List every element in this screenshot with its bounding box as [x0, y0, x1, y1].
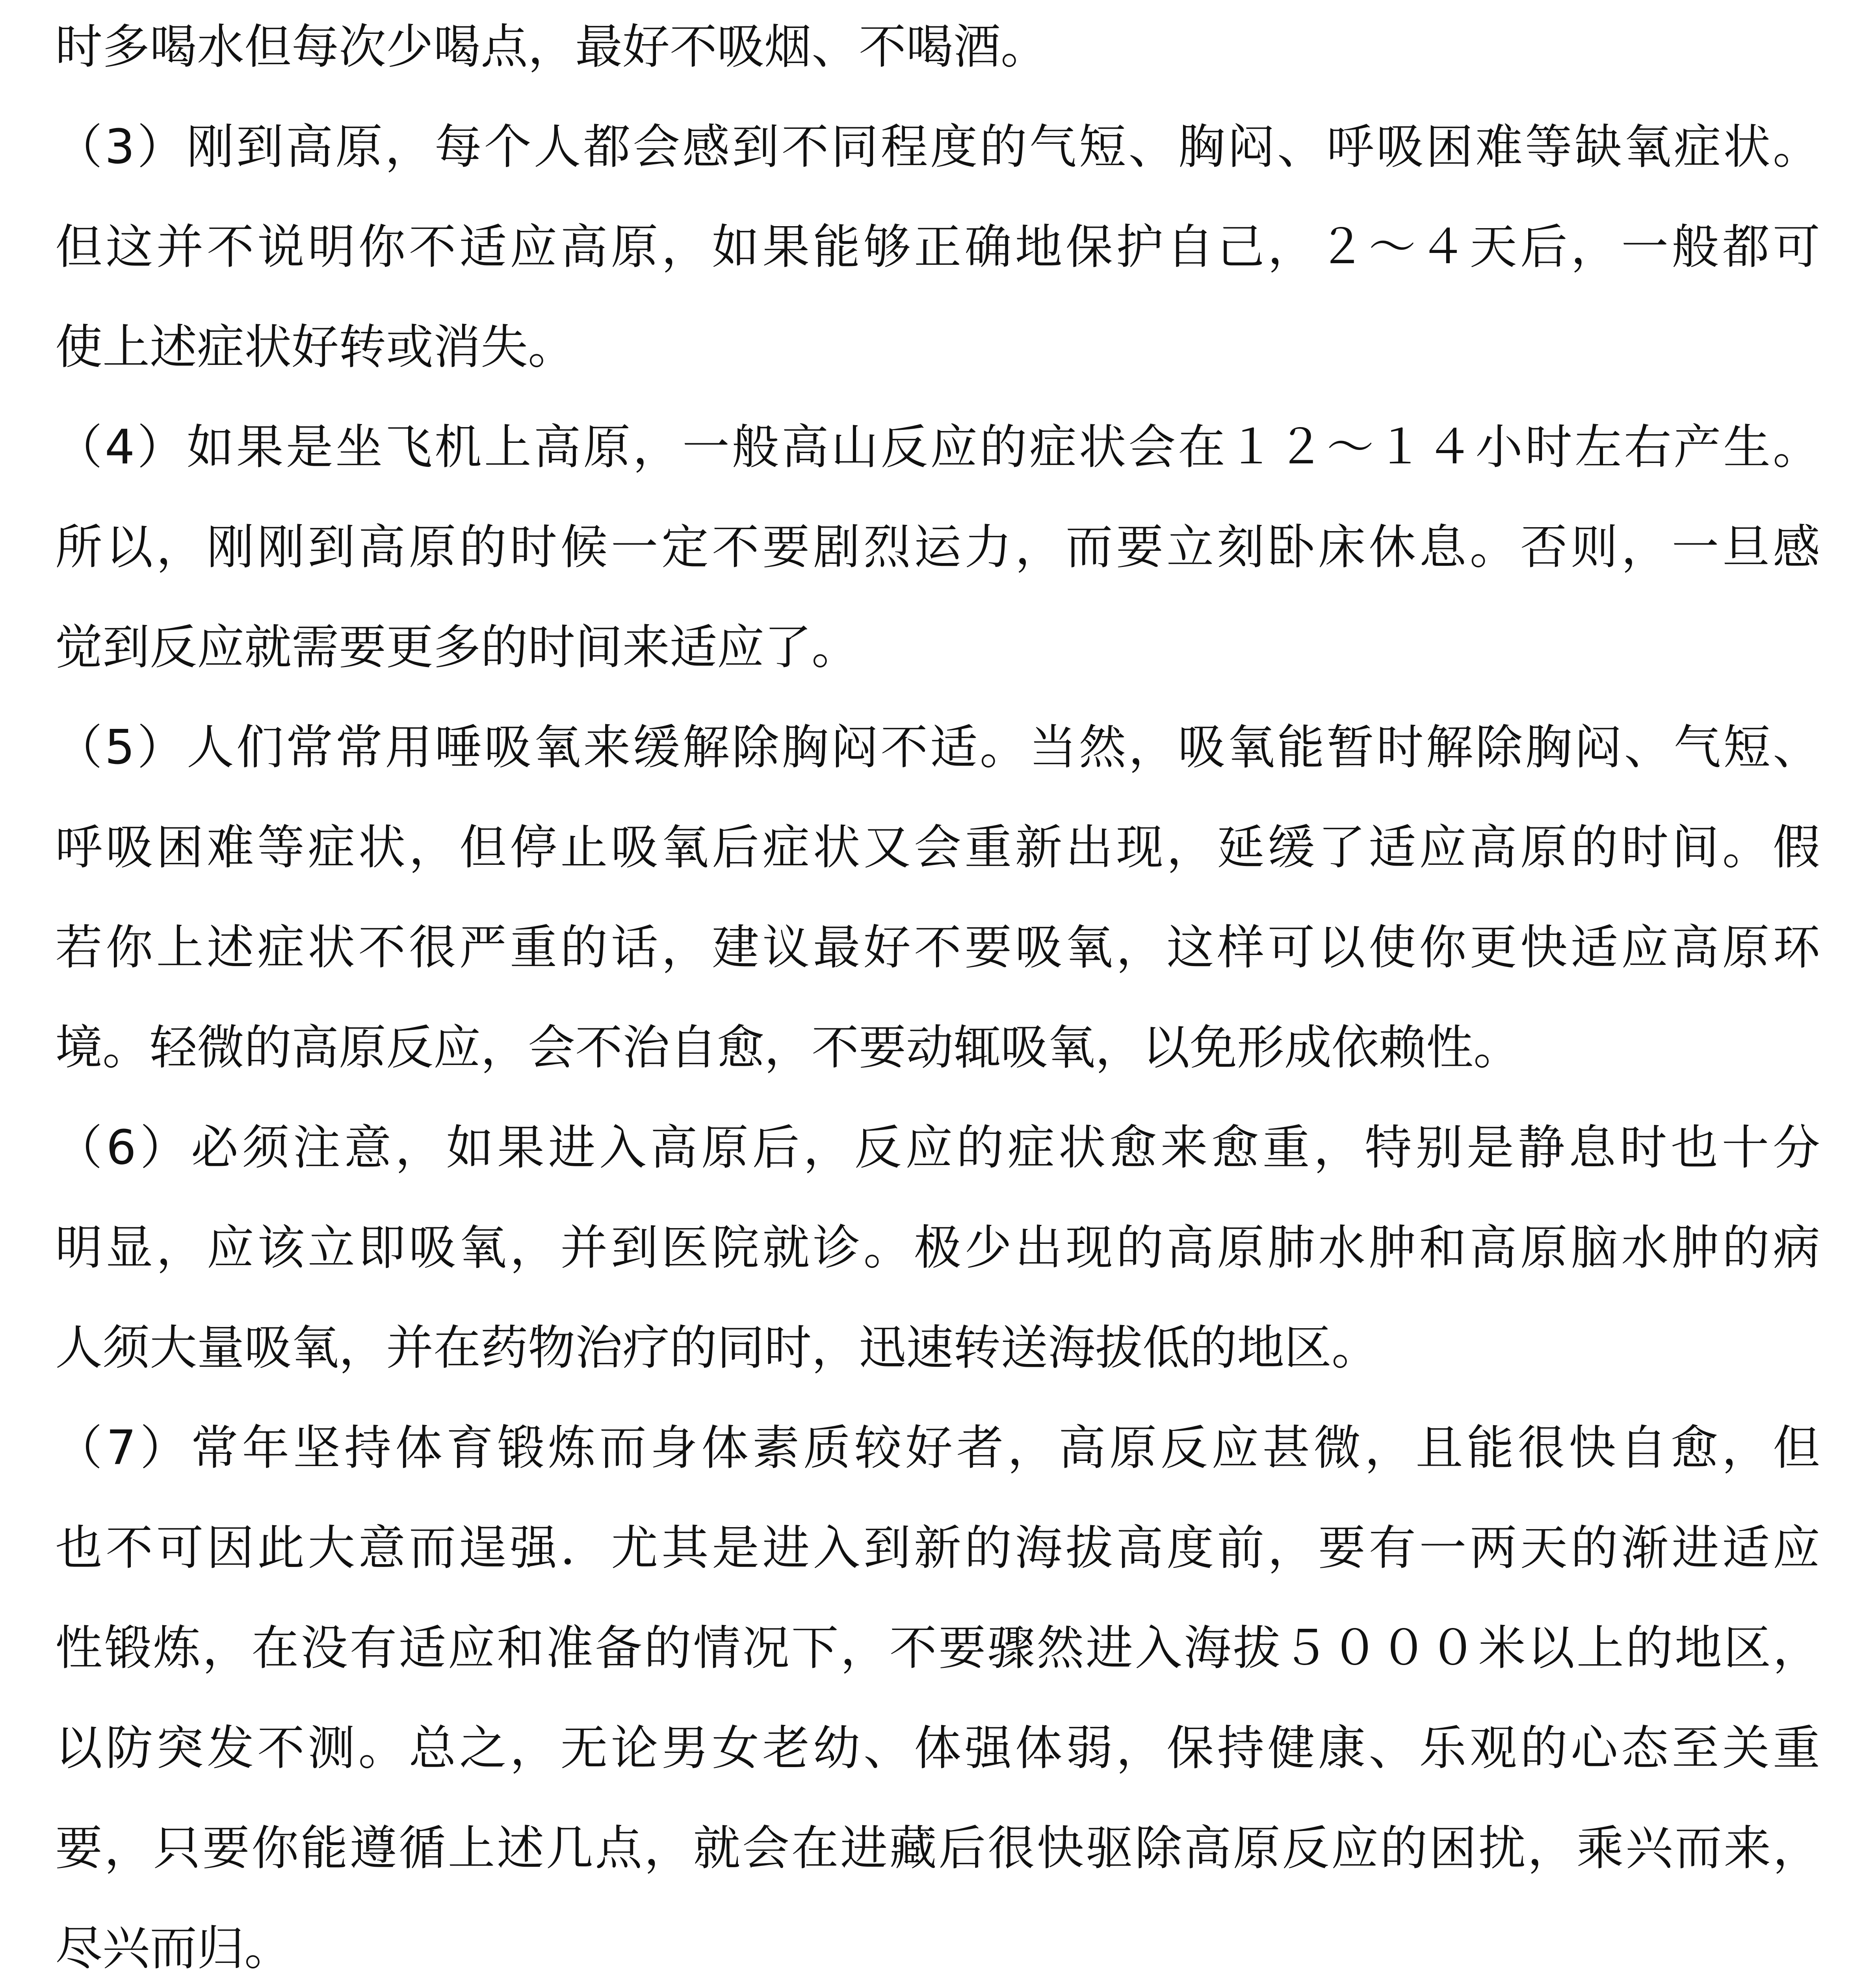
text-line: 使上述症状好转或消失。: [55, 320, 575, 375]
text-line: 人须大量吸氧，并在药物治疗的同时，迅速转送海拔低的地区。: [55, 1321, 1379, 1375]
text-line: 所以，刚刚到高原的时候一定不要剧烈运力，而要立刻卧床休息。否则，一旦感: [55, 520, 1820, 575]
text-line: 要，只要你能遵循上述几点，就会在进藏后很快驱除高原反应的困扰，乘兴而来，: [55, 1821, 1820, 1876]
text-line: 但这并不说明你不适应高原，如果能够正确地保护自己，２～４天后，一般都可: [55, 220, 1820, 275]
text-line: 也不可因此大意而逞强．尤其是进入到新的海拔高度前，要有一两天的渐进适应: [55, 1521, 1820, 1576]
text-line: （6）必须注意，如果进入高原后，反应的症状愈来愈重，特别是静息时也十分: [55, 1121, 1820, 1175]
text-line: 以防突发不测。总之，无论男女老幼、体强体弱，保持健康、乐观的心态至关重: [55, 1721, 1820, 1776]
text-line: （3）刚到高原，每个人都会感到不同程度的气短、胸闷、呼吸困难等缺氧症状。: [55, 120, 1820, 175]
text-line: 时多喝水但每次少喝点，最好不吸烟、不喝酒。: [55, 20, 1048, 74]
text-line: 尽兴而归。: [55, 1921, 292, 1970]
text-line: 明显，应该立即吸氧，并到医院就诊。极少出现的高原肺水肿和高原脑水肿的病: [55, 1221, 1820, 1275]
text-line: 呼吸困难等症状，但停止吸氧后症状又会重新出现，延缓了适应高原的时间。假: [55, 820, 1820, 875]
text-line: （5）人们常常用唾吸氧来缓解除胸闷不适。当然，吸氧能暂时解除胸闷、气短、: [55, 720, 1820, 775]
text-line: 觉到反应就需要更多的时间来适应了。: [55, 620, 859, 675]
text-line: （4）如果是坐飞机上高原，一般高山反应的症状会在１２～１４小时左右产生。: [55, 420, 1820, 475]
text-line: （7）常年坚持体育锻炼而身体素质较好者，高原反应甚微，且能很快自愈，但: [55, 1421, 1820, 1476]
text-line: 若你上述症状不很严重的话，建议最好不要吸氧，这样可以使你更快适应高原环: [55, 920, 1820, 975]
text-line: 性锻炼，在没有适应和准备的情况下，不要骤然进入海拔５０００米以上的地区，: [55, 1621, 1820, 1676]
text-line: 境。轻微的高原反应，会不治自愈，不要动辄吸氧，以免形成依赖性。: [55, 1020, 1521, 1075]
